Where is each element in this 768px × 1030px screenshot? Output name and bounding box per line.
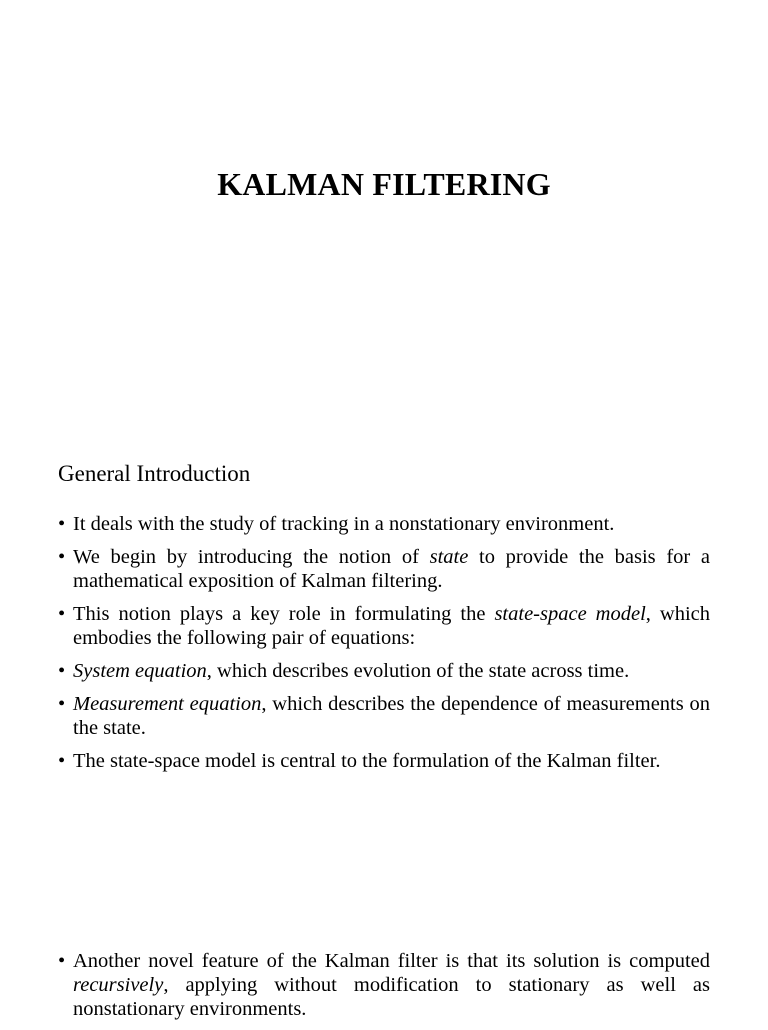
bullet-text: Another novel feature of the Kalman filter is that its solution is computed recursively, applying without modification to stationary as well as nonstationary environments. xyxy=(73,950,710,1020)
bullet-list xyxy=(58,512,710,782)
bullet-icon: • xyxy=(58,750,66,772)
emphasis-term: recursively xyxy=(73,974,164,996)
bullet-icon: • xyxy=(58,513,66,535)
bullet-item-recursive xyxy=(58,949,710,1021)
bullet-icon: • xyxy=(58,603,66,625)
bullet-icon: • xyxy=(58,693,66,715)
bullet-text: Measurement equation, which describes the dependence of measurements on the state. xyxy=(73,693,710,739)
bullet-item-tracking xyxy=(58,512,710,536)
page-title: KALMAN FILTERING xyxy=(217,166,551,202)
bullet-icon: • xyxy=(58,546,66,568)
bullet-text: We begin by introducing the notion of state to provide the basis for a mathematical exposition of Kalman filtering. xyxy=(73,546,710,592)
bullet-item-state-space-model xyxy=(58,602,710,650)
emphasis-term: state-space model xyxy=(494,603,646,625)
section-heading: General Introduction xyxy=(58,461,251,486)
bullet-list-continued xyxy=(58,949,710,1030)
emphasis-term: System equation xyxy=(73,660,207,682)
bullet-icon: • xyxy=(58,950,66,972)
bullet-text: System equation, which describes evolution of the state across time. xyxy=(73,660,630,682)
bullet-icon: • xyxy=(58,660,66,682)
emphasis-term: state xyxy=(429,546,469,568)
bullet-item-central-model xyxy=(58,749,710,773)
bullet-text: It deals with the study of tracking in a nonstationary environment. xyxy=(73,513,615,535)
bullet-text: This notion plays a key role in formulating the state-space model, which embodies the following pair of equations: xyxy=(73,603,711,649)
bullet-text: The state-space model is central to the formulation of the Kalman filter. xyxy=(73,750,661,772)
bullet-item-state xyxy=(58,545,710,593)
bullet-item-system-equation xyxy=(58,659,710,683)
emphasis-term: Measurement equation xyxy=(73,693,262,715)
bullet-item-measurement-equation xyxy=(58,692,710,740)
